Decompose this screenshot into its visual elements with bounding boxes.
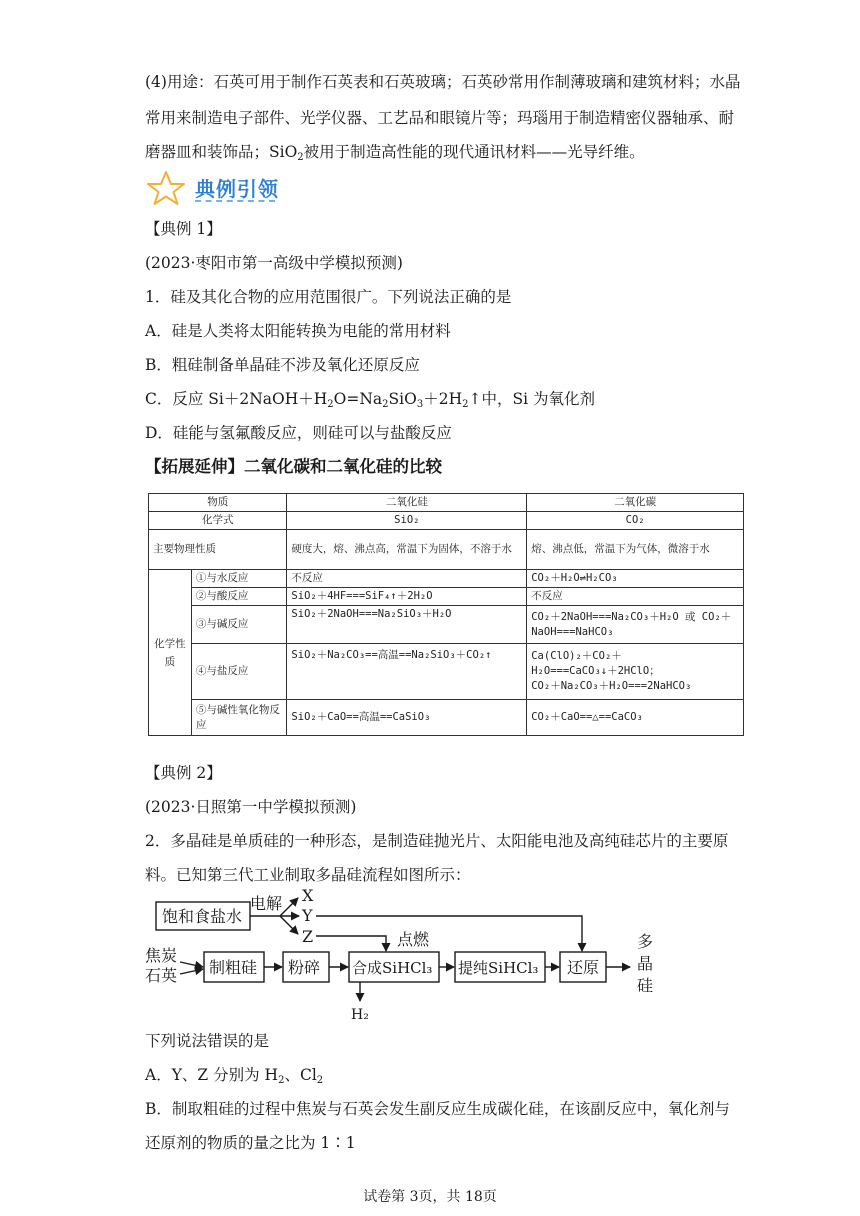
star-icon (145, 170, 187, 206)
reaction-co2-line: Ca(ClO)₂＋CO₂＋ (531, 650, 622, 662)
table-row (149, 512, 744, 530)
example1-option-d: D．硅能与氢氟酸反应，则硅可以与盐酸反应 (145, 424, 452, 442)
label-reduce: 还原 (567, 958, 600, 977)
table-row (149, 644, 744, 700)
reaction-sio2: SiO₂＋4HF===SiF₄↑＋2H₂O (287, 588, 527, 606)
extension-heading: 【拓展延伸】二氧化碳和二氧化硅的比较 (145, 457, 442, 476)
label-quartz: 石英 (145, 966, 178, 985)
label-brine: 饱和食盐水 (162, 907, 243, 926)
intro-line-3: 磨器皿和装饰品；SiO$_2$被用于制造高性能的现代通讯材料——光导纤维。 (145, 143, 645, 163)
table-row (149, 530, 744, 570)
example-banner (145, 170, 285, 206)
label-purify: 提纯SiHCl₃ (458, 959, 539, 977)
label-ignite: 点燃 (397, 930, 430, 949)
example2-option-b-line-1: B．制取粗硅的过程中焦炭与石英会发生副反应生成碳化硅，在该副反应中，氧化剂与 (145, 1100, 730, 1118)
example2-question-line-2: 料。已知第三代工业制取多晶硅流程如图所示： (145, 866, 471, 884)
header-sio2: 二氧化硅 (287, 494, 527, 512)
formula-co2: CO₂ (527, 512, 744, 530)
example2-label: 【典例 2】 (145, 764, 222, 782)
row-label-physical: 主要物理性质 (149, 530, 287, 570)
intro-line-1: (4)用途：石英可用于制作石英表和石英玻璃；石英砂常用作制薄玻璃和建筑材料；水晶 (145, 73, 741, 91)
example2-option-b-line-2: 还原剂的物质的量之比为 1∶1 (145, 1134, 356, 1152)
comparison-table (148, 493, 744, 736)
reaction-co2-line: CO₂＋Na₂CO₃＋H₂O===2NaHCO₃ (531, 680, 692, 692)
chem-properties-label: 化学性质 (149, 570, 192, 736)
reaction-co2: CO₂＋H₂O⇌H₂CO₃ (527, 570, 744, 588)
reaction-co2-salt (527, 644, 744, 700)
formula-sio2: SiO₂ (287, 512, 527, 530)
label-electrolysis: 电解 (250, 894, 283, 913)
reaction-sio2: SiO₂＋2NaOH===Na₂SiO₃＋H₂O (287, 606, 527, 644)
banner-underline (195, 200, 275, 202)
example2-question-line-1: 2．多晶硅是单质硅的一种形态，是制造硅抛光片、太阳能电池及高纯硅芯片的主要原 (145, 832, 729, 850)
process-flow-diagram (140, 885, 670, 1025)
header-co2: 二氧化碳 (527, 494, 744, 512)
example2-prompt: 下列说法错误的是 (145, 1032, 270, 1050)
label-crude: 制粗硅 (209, 958, 258, 977)
label-z: Z (302, 927, 314, 946)
physical-sio2: 硬度大，熔、沸点高，常温下为固体，不溶于水 (287, 530, 527, 570)
reaction-co2: CO₂＋CaO==△==CaCO₃ (527, 700, 744, 736)
label-crush: 粉碎 (288, 958, 321, 977)
reaction-sio2: 不反应 (287, 570, 527, 588)
reaction-co2: 不反应 (527, 588, 744, 606)
reaction-sio2: SiO₂＋Na₂CO₃==高温==Na₂SiO₃＋CO₂↑ (287, 644, 527, 700)
banner-title: 典例引领 (195, 177, 279, 201)
reaction-sio2: SiO₂＋CaO==高温==CaSiO₃ (287, 700, 527, 736)
example1-label: 【典例 1】 (145, 220, 222, 238)
intro-line-2: 常用来制造电子部件、光学仪器、工艺品和眼镜片等；玛瑙用于制造精密仪器轴承、耐 (145, 109, 735, 127)
label-product: 多 晶 硅 (637, 932, 654, 995)
example1-option-a: A．硅是人类将太阳能转换为电能的常用材料 (145, 322, 451, 340)
table-row (149, 700, 744, 736)
table-row (149, 494, 744, 512)
table-row (149, 588, 744, 606)
header-substance: 物质 (149, 494, 287, 512)
page-footer: 试卷第 3页，共 18页 (363, 1189, 497, 1205)
label-coke: 焦炭 (145, 946, 178, 965)
label-synth: 合成SiHCl₃ (352, 959, 433, 977)
row-label-formula: 化学式 (149, 512, 287, 530)
example1-option-c: C．反应 $Si+2NaOH+H_2O=Na_2SiO_3+2H_2↑$中，Si 为氧化剂 (145, 390, 595, 410)
label-x: X (302, 886, 314, 905)
table-row (149, 570, 744, 588)
label-y: Y (302, 906, 313, 925)
example2-source: (2023·日照第一中学模拟预测) (145, 798, 357, 816)
reaction-name: ②与酸反应 (191, 588, 287, 606)
reaction-co2-line: H₂O===CaCO₃↓＋2HClO； (531, 665, 660, 677)
example1-source: (2023·枣阳市第一高级中学模拟预测) (145, 254, 403, 272)
table-row (149, 606, 744, 644)
reaction-name: ①与水反应 (191, 570, 287, 588)
reaction-name: ④与盐反应 (191, 644, 287, 700)
physical-co2: 熔、沸点低，常温下为气体，微溶于水 (527, 530, 744, 570)
reaction-name: ③与碱反应 (191, 606, 287, 644)
example1-question: 1．硅及其化合物的应用范围很广。下列说法正确的是 (145, 288, 512, 306)
reaction-name: ⑤与碱性氧化物反应 (191, 700, 287, 736)
example2-option-a: A．Y、Z 分别为 $H_2$、$Cl_2$ (145, 1066, 324, 1086)
reaction-co2: CO₂＋2NaOH===Na₂CO₃＋H₂O 或 CO₂＋NaOH===NaHCO₃ (527, 606, 744, 644)
label-h2: H₂ (351, 1007, 369, 1023)
example1-option-b: B．粗硅制备单晶硅不涉及氧化还原反应 (145, 356, 420, 374)
